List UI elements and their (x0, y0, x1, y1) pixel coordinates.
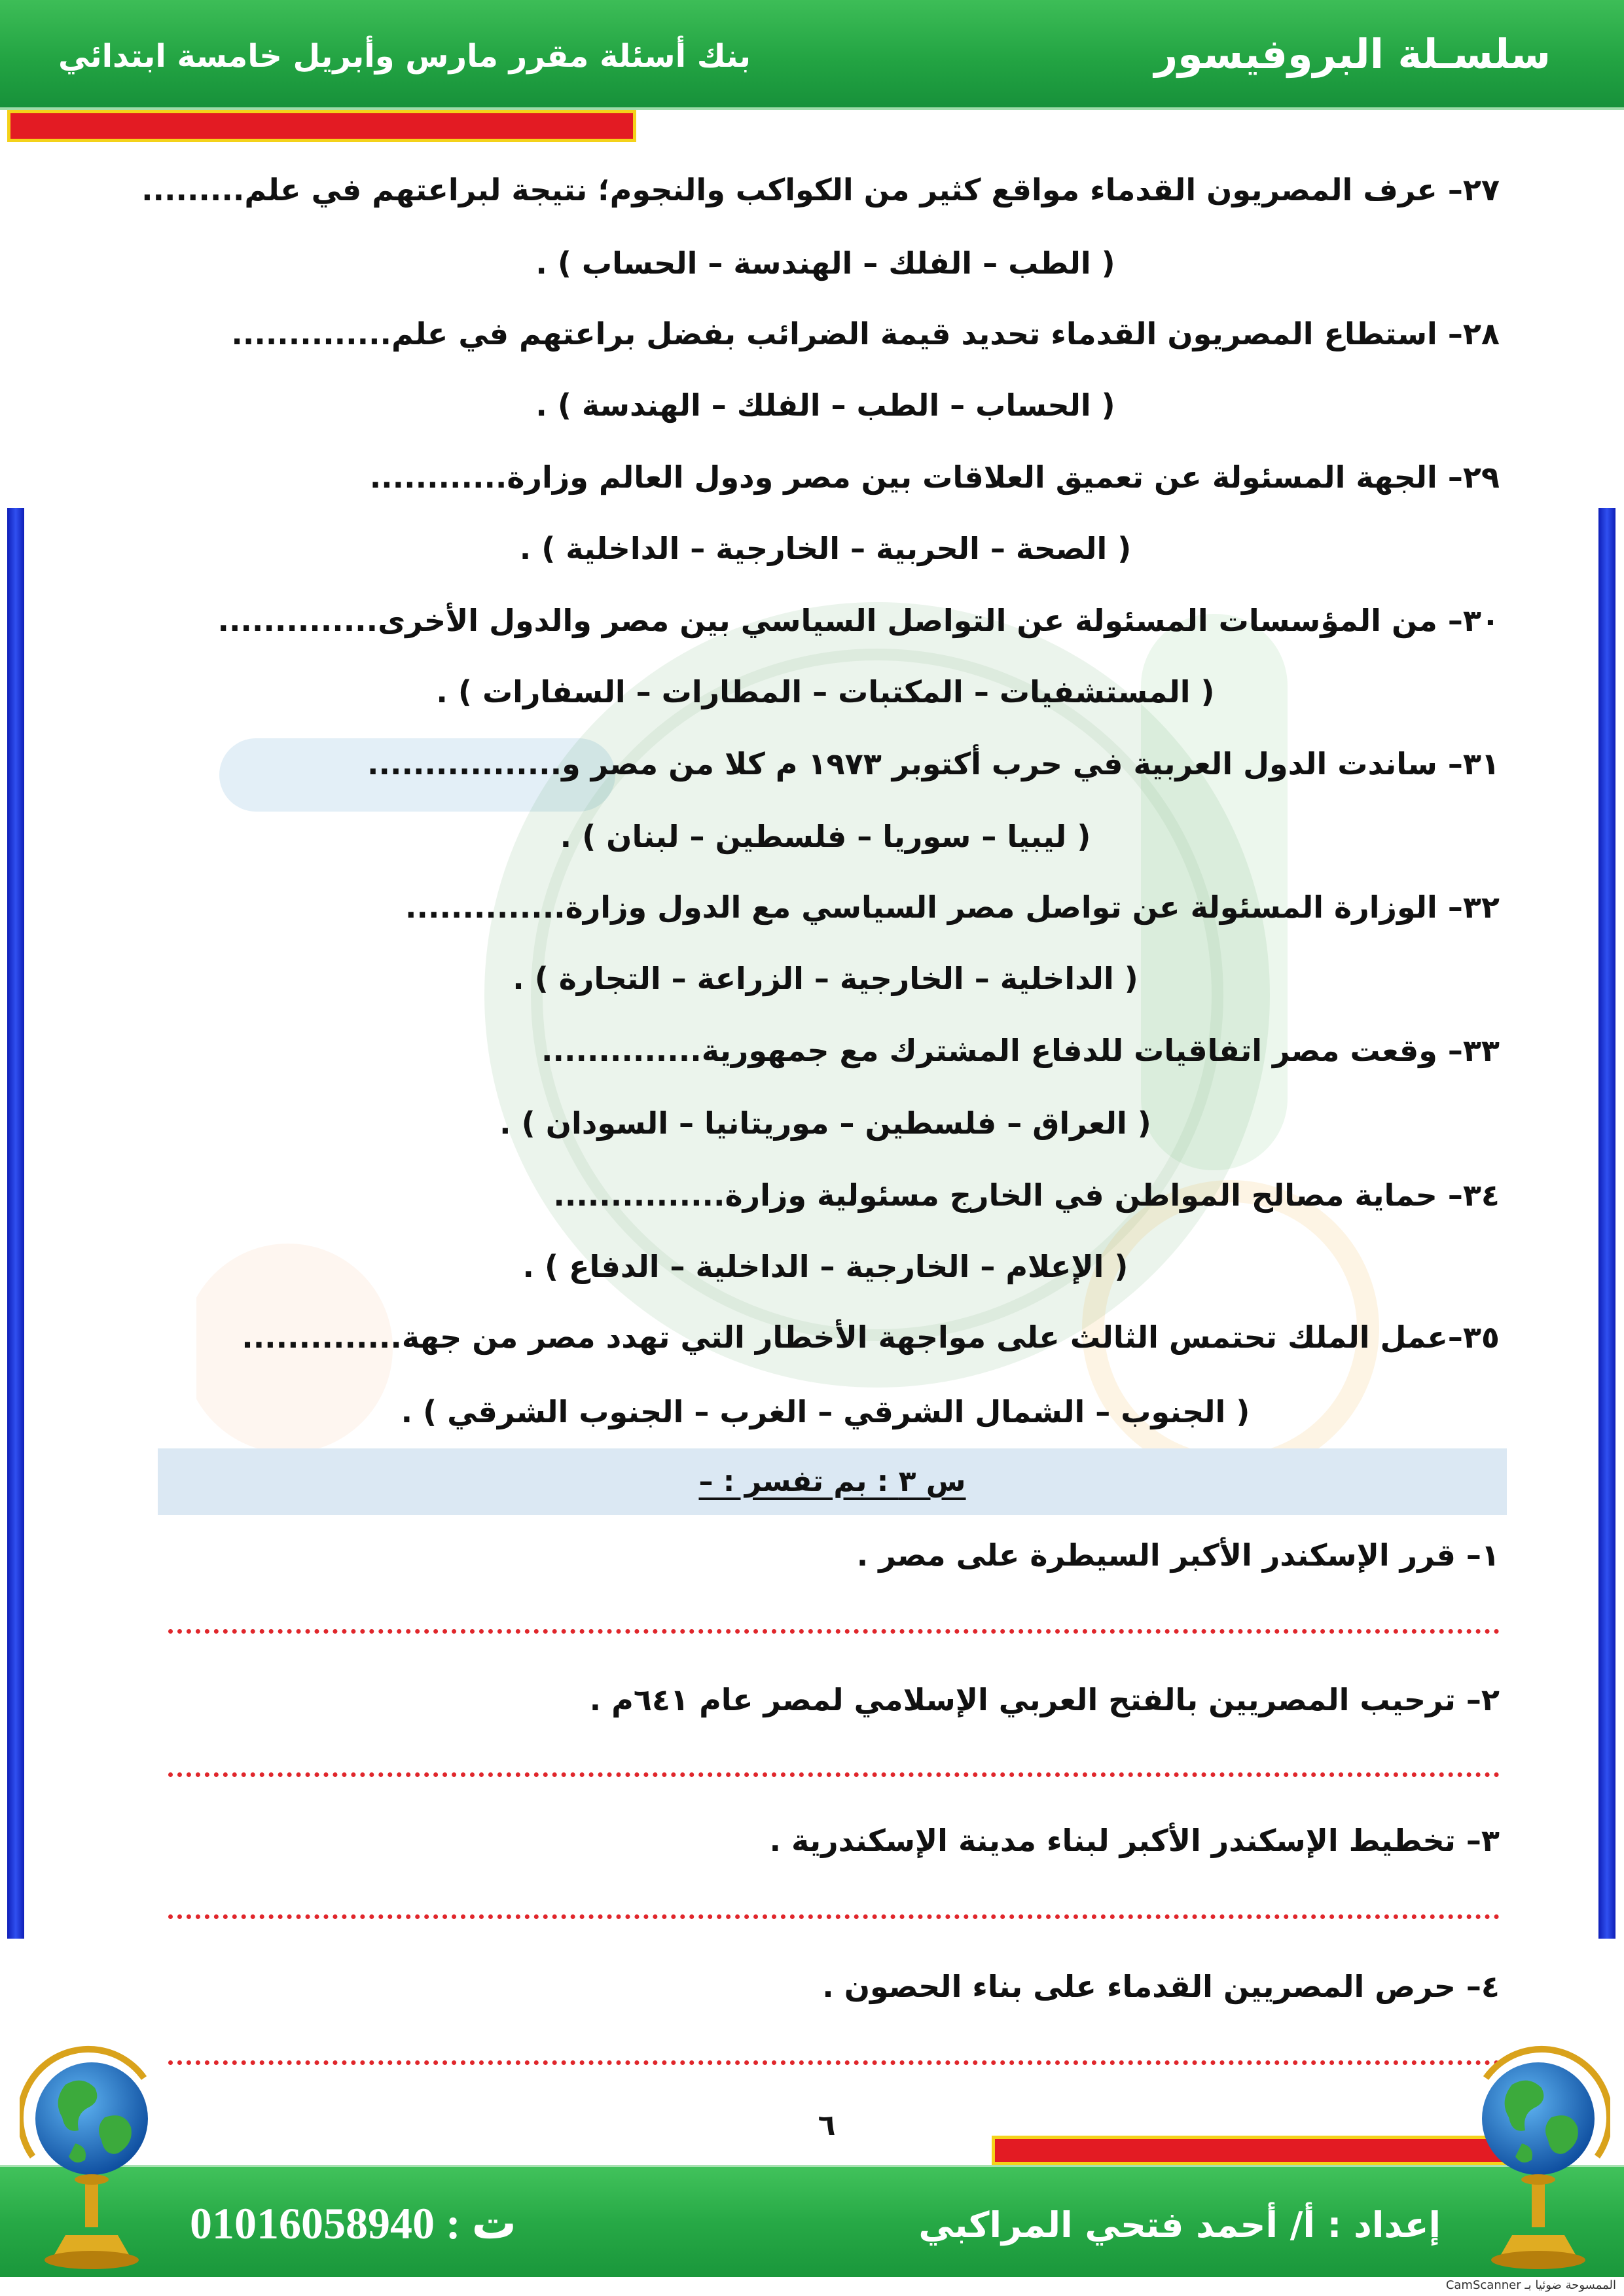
question-32: ٣٢– الوزارة المسئولة عن تواصل مصر السياسي مع الدول وزارة.............. (405, 889, 1500, 925)
question-29: ٢٩– الجهة المسئولة عن تعميق العلاقات بين مصر ودول العالم وزارة............ (369, 459, 1500, 495)
section-3-header (158, 1448, 1507, 1515)
question-34-options: ( الإعلام – الخارجية – الداخلية – الدفاع ) . (522, 1249, 1128, 1284)
answer-line-4 (168, 2060, 1500, 2065)
scanner-note: الممسوحة ضوئيا بـ CamScanner (1445, 2278, 1616, 2292)
question-27: ٢٧– عرف المصريون القدماء مواقع كثير من الكواكب والنجوم؛ نتيجة لبراعتهم في علم......... (141, 172, 1500, 207)
question-30-options: ( المستشفيات – المكتبات – المطارات – السفارات ) . (436, 674, 1215, 709)
question-29-options: ( الصحة – الحربية – الخارجية – الداخلية ) . (519, 531, 1132, 566)
footer-author: إعداد : أ/ أحمد فتحي المراكبي (918, 2204, 1441, 2246)
question-32-options: ( الداخلية – الخارجية – الزراعة – التجارة ) . (513, 961, 1138, 996)
question-33: ٣٣– وقعت مصر اتفاقيات للدفاع المشترك مع جمهورية.............. (541, 1033, 1500, 1068)
page-number: ٦ (818, 2109, 836, 2142)
explain-item-1: ١– قرر الإسكندر الأكبر السيطرة على مصر . (856, 1537, 1500, 1573)
globe-icon (20, 2045, 164, 2274)
header-red-bar (7, 110, 636, 142)
answer-line-1 (168, 1629, 1500, 1634)
question-35-options: ( الجنوب – الشمال الشرقي – الغرب – الجنوب الشرقي ) . (401, 1394, 1250, 1429)
question-33-options: ( العراق – فلسطين – موريتانيا – السودان ) . (499, 1105, 1151, 1141)
header-bar (0, 0, 1624, 110)
globe-icon (1466, 2045, 1610, 2274)
question-35: ٣٥–عمل الملك تحتمس الثالث على مواجهة الأخطار التي تهدد مصر من جهة.............. (242, 1319, 1500, 1355)
series-title: سلسـلة البروفيسور (1154, 30, 1551, 78)
explain-item-4: ٤– حرص المصريين القدماء على بناء الحصون . (822, 1969, 1500, 2004)
explain-item-3: ٣– تخطيط الإسكندر الأكبر لبناء مدينة الإسكندرية . (769, 1823, 1500, 1858)
question-28: ٢٨– استطاع المصريون القدماء تحديد قيمة الضرائب بفضل براعتهم في علم.............. (231, 316, 1500, 351)
question-34: ٣٤– حماية مصالح المواطن في الخارج مسئولية وزارة............... (553, 1177, 1500, 1213)
section-3-title: س ٣ : بم تفسر : – (698, 1465, 966, 1498)
question-27-options: ( الطب – الفلك – الهندسة – الحساب ) . (535, 245, 1115, 281)
question-30: ٣٠– من المؤسسات المسئولة عن التواصل السياسي بين مصر والدول الأخرى.............. (217, 603, 1500, 638)
right-blue-border (1598, 508, 1615, 1939)
question-28-options: ( الحساب – الطب – الفلك – الهندسة ) . (535, 387, 1115, 423)
question-31-options: ( ليبيا – سوريا – فلسطين – لبنان ) . (560, 819, 1091, 854)
explain-item-2: ٢– ترحيب المصريين بالفتح العربي الإسلامي لمصر عام ٦٤١م . (589, 1682, 1500, 1717)
left-blue-border (7, 508, 24, 1939)
answer-line-3 (168, 1914, 1500, 1919)
answer-line-2 (168, 1772, 1500, 1777)
question-31: ٣١– ساندت الدول العربية في حرب أكتوبر ١٩٧٣ م كلا من مصر و................. (367, 746, 1500, 781)
footer-phone: ت : 01016058940 (190, 2198, 516, 2248)
question-bank-title: بنك أسئلة مقرر مارس وأبريل خامسة ابتدائي (58, 38, 751, 75)
footer-red-bar (992, 2136, 1514, 2165)
